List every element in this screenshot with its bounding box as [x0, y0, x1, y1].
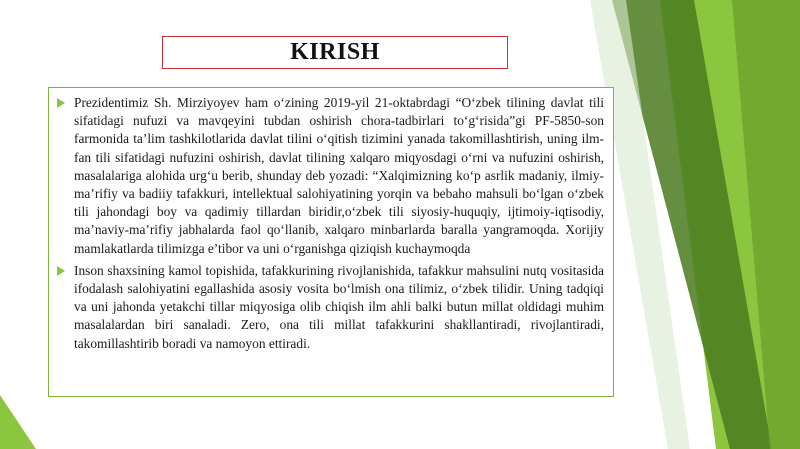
bullet-paragraph: [57, 262, 604, 353]
paragraph-text: Inson shaxsining kamol topishida, tafakkurining rivojlanishida, tafakkur mahsulini nutq vositasida ifodalash salohiyatini egallashida asosiy vosita boʻlmish ona tilimiz, oʻzbek tilidir. Uning tadqiqi va uni jahonda yetakchi tillar miqyosiga olib chiqish ilm ahli balki butun millat oldidagi muhim masalalardan biri sanaladi. Zero, ona tili millat tafakkurini shakllantiradi, rivojlantiradi, takomillashtirib boradi va namoyon ettiradi.: [74, 262, 604, 351]
bullet-paragraph: [57, 94, 604, 258]
slide-title: KIRISH: [290, 39, 380, 65]
bottom-left-triangle: [0, 395, 36, 449]
bullet-arrow-icon: [57, 98, 65, 108]
content-box: [48, 87, 614, 397]
paragraph-text: Prezidentimiz Sh. Mirziyoyev ham oʻzining 2019-yil 21-oktabrdagi “Oʻzbek tilining davlat tili sifatidagi nufuzi va mavqeyini tubdan oshirish chora-tadbirlari toʻgʻrisida”gi PF-5850-son farmonida ta’lim tashkilotlarida davlat tilini oʻqitish tizimini yanada takomillashtirish, uning ilm-fan tili sifatidagi nufuzini oshirish, davlat tilining xalqaro miqyosdagi oʻrni va nufuzini oshirish, masalalariga alohida urgʻu berib, shunday deb yozadi: “Xalqimizning koʻp asrlik madaniy, ilmiy-ma’rifiy va badiiy tafakkuri, intellektual salohiyatining yorqin va bebaho mahsuli boʻlgan oʻzbek tili jahondagi boy va qadimiy tillardan biridir,oʻzbek tili siyosiy-huquqiy, ijtimoiy-iqtisodiy, ma’naviy-ma’rifiy jabhalarda faol qoʻllanib, xalqaro minbarlarda baralla yangramoqda. Xorijiy mamlakatlarda tilimizga e’tibor va uni oʻrganishga qiziqish kuchaymoqda: [74, 95, 604, 256]
title-box: [162, 36, 508, 69]
bullet-arrow-icon: [57, 266, 65, 276]
